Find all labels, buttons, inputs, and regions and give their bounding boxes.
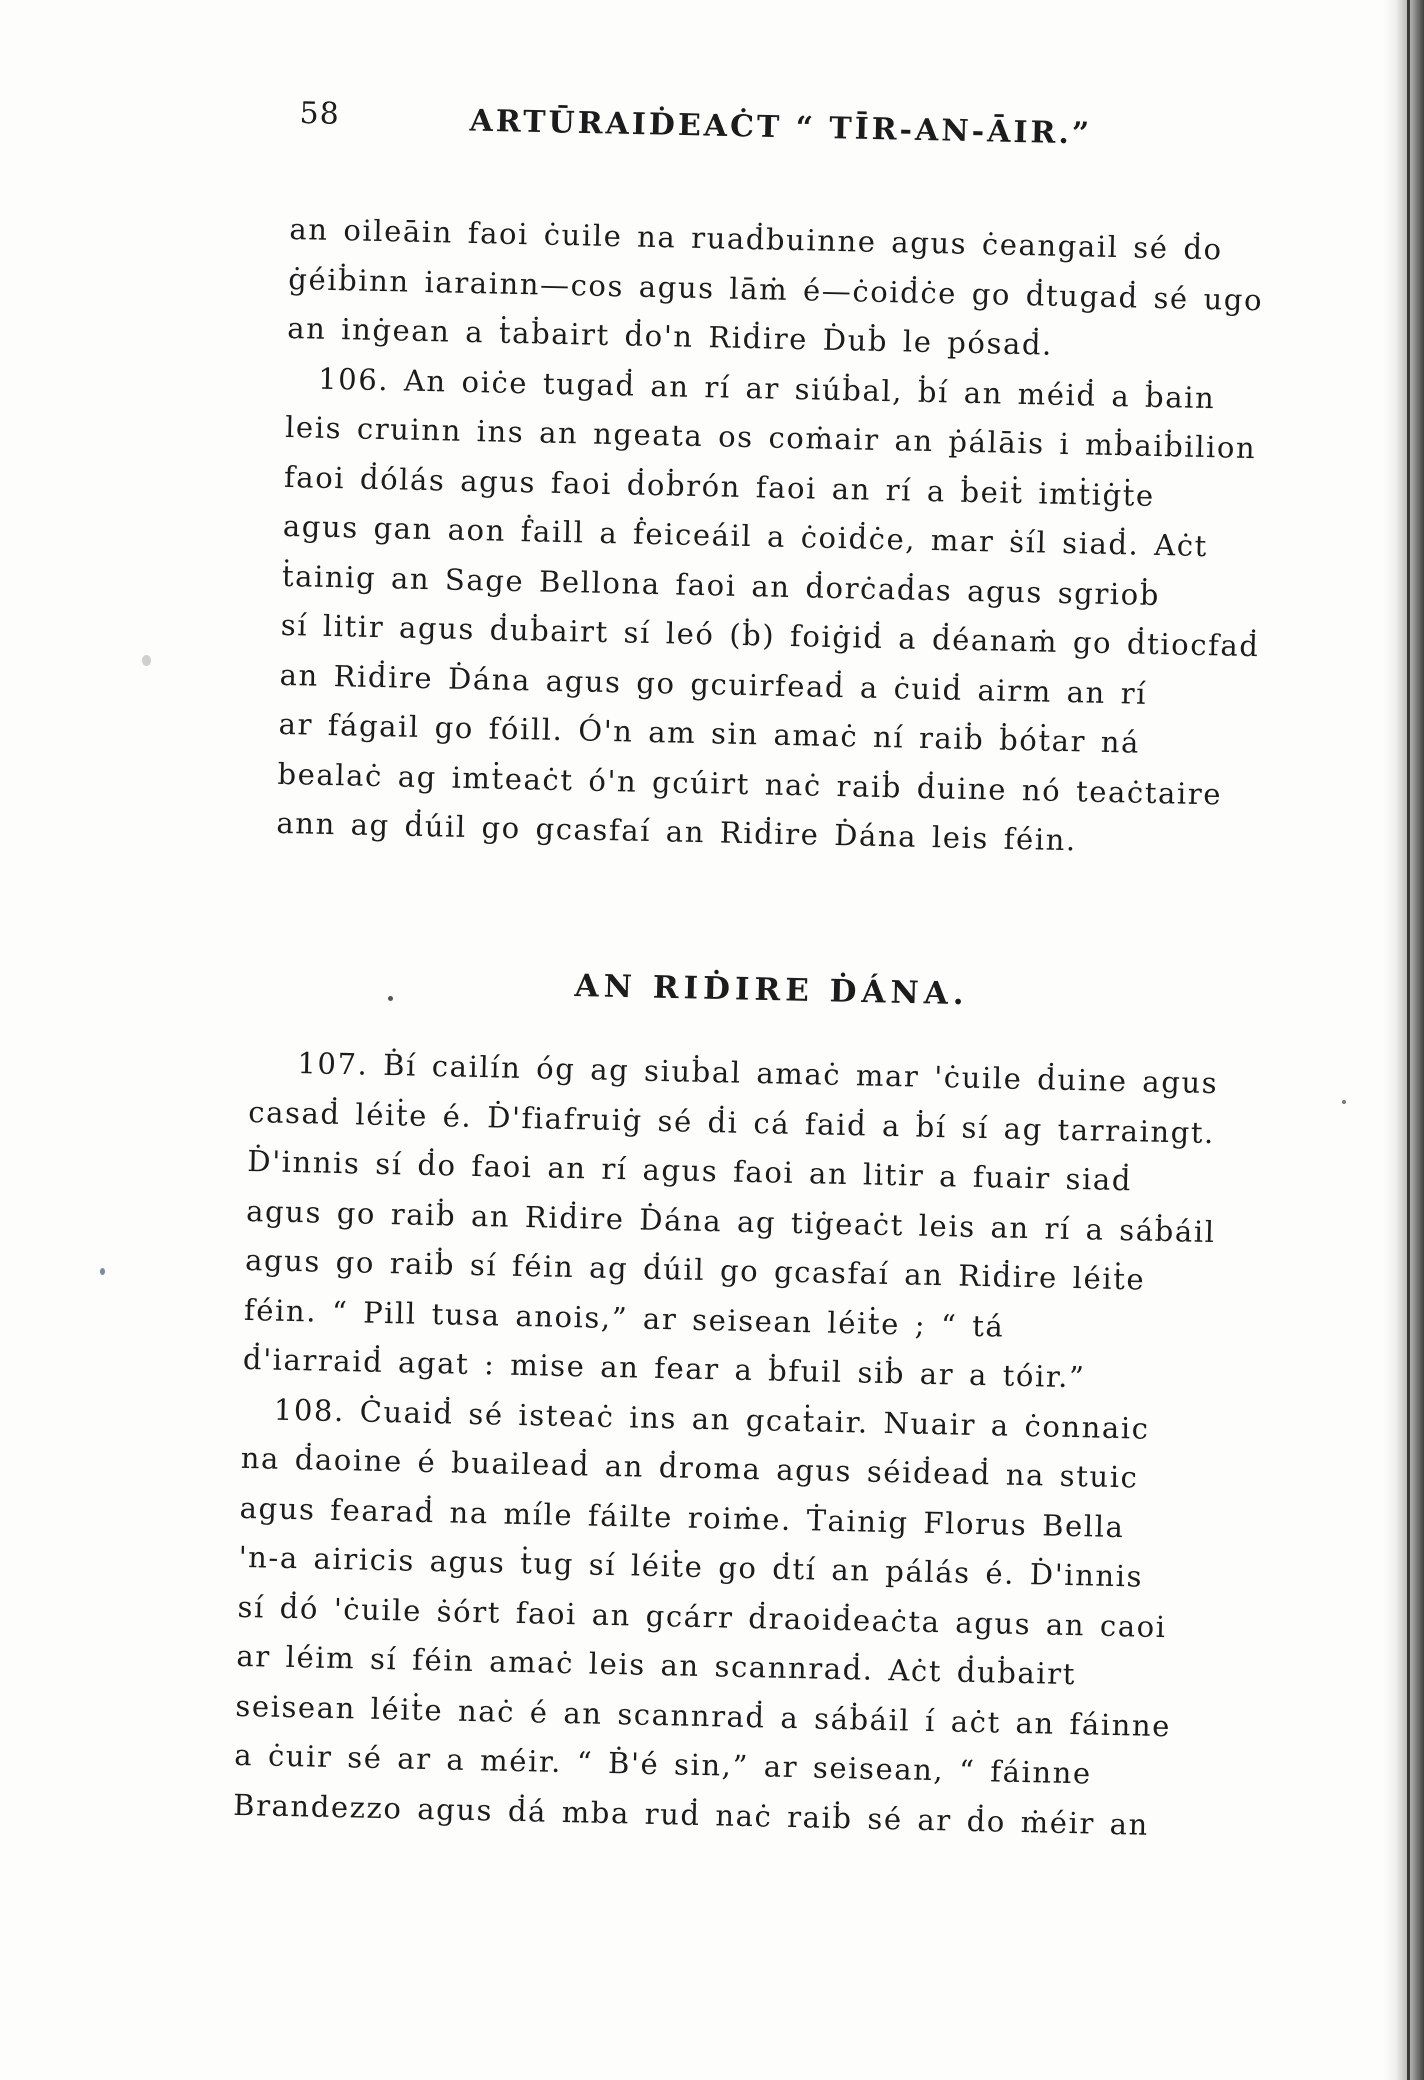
text-line: ġéiḃinn iarainn—cos agus lāṁ é—ċoiḋċe go ḋtugaḋ sé ugo: [288, 261, 1264, 317]
text-line: ar fágail go fóill. Ó'n am sin amaċ ní raiḃ ḃóṫar ná: [278, 706, 1141, 760]
paragraph-107-start: 107. Ḃí cailín óg ag siuḃal amaċ mar 'ċuile ḋuine agus: [297, 1046, 1219, 1101]
text-line: agus gan aon ḟaill a ḟeiceáil a ċoiḋċe, mar ṡíl siaḋ. Aċt: [282, 508, 1209, 564]
text-line: an oileāin faoi ċuile na ruaḋbuinne agus ċeangail sé ḋo: [289, 211, 1224, 267]
text-line: na ḋaoine é buaileaḋ an ḋroma agus séiḋeaḋ na stuic: [240, 1440, 1139, 1495]
text-line: an inġean a ṫaḃairt ḋo'n Riḋire Ḋuḃ le pósaḋ.: [286, 310, 1054, 362]
text-line: féin. “ Pill tusa anois,” ar seisean léiṫe ; “ tá: [243, 1292, 1005, 1344]
paper-speck: [1342, 1100, 1346, 1104]
text-line: agus go raiḃ an Riḋire Ḋána ag tiġeaċt leis an rí a sáḃáil: [245, 1193, 1216, 1249]
paragraph-block-2: [233, 1038, 1310, 1853]
text-line: ann ag ḋúil go gcasfaí an Riḋire Ḋána leis féin.: [276, 805, 1078, 858]
text-line: seisean léiṫe naċ é an scannraḋ a sáḃáil í aċt an fáinne: [235, 1688, 1172, 1743]
text-line: sí ḋó 'ċuile ṡórt faoi an gcárr ḋraoiḋeaċta agus an caoi: [237, 1589, 1168, 1644]
text-line: ḋ'iarraiḋ agat : mise an fear a ḃfuil siḃ ar a tóir.”: [242, 1341, 1086, 1395]
paper-speck: [100, 1268, 105, 1275]
paper-speck: [388, 996, 393, 1001]
page-number: 58: [299, 96, 341, 132]
text-line: a ċuir sé ar a méir. “ Ḃ'é sin,” ar seisean, “ fáinne: [233, 1737, 1093, 1791]
text-line: an Riḋire Ḋána agus go gcuirfeaḋ a ċuiḋ airm an rí: [279, 657, 1148, 711]
text-line: agus go raiḃ sí féin ag ḋúil go gcasfaí an Riḋire léiṫe: [244, 1242, 1146, 1297]
text-line: sí litir agus ḋuḃairt sí leó (ḃ) foiġiḋ a ḋéanaṁ go ḋtiocfaḋ: [280, 607, 1260, 664]
page-header: [299, 96, 1180, 164]
text-line: casaḋ léiṫe é. Ḋ'fiafruiġ sé ḋi cá faiḋ a ḃí sí ag tarraingt.: [248, 1094, 1216, 1150]
text-line: agus fearaḋ na míle fáilte roiṁe. Ṫainig Florus Bella: [239, 1490, 1125, 1544]
paragraph-block-1: [276, 205, 1330, 871]
running-title: ARTŪRAIḊEAĊT “ TĪR-AN-ĀIR.”: [469, 103, 1093, 152]
section-heading: AN RIḊIRE ḊÁNA.: [574, 968, 970, 1013]
paragraph-106-start: 106. An oiċe tugaḋ an rí ar siúḃal, ḃí an méiḋ a ḃain: [317, 361, 1216, 415]
text-line: Ḋ'innis sí ḋo faoi an rí agus faoi an litir a fuair siaḋ: [246, 1143, 1133, 1198]
text-line: Brandezzo agus ḋá mba ruḋ naċ raiḃ sé ar ḋo ṁéir an: [232, 1787, 1150, 1842]
text-line: 'n-a airicis agus ṫug sí léiṫe go ḋtí an pálás é. Ḋ'innis: [238, 1539, 1144, 1594]
text-line: ar léim sí féin amaċ leis an scannraḋ. Aċt ḋuḃairt: [236, 1638, 1077, 1692]
page-spine-edge: [1407, 0, 1410, 2080]
text-line: leis cruinn ins an ngeata os coṁair an ṗálāis i mḃaiḃilion: [284, 409, 1257, 466]
text-line: ṫainig an Sage Bellona faoi an ḋorċaḋas agus sgrioḃ: [281, 558, 1161, 612]
paragraph-108-start: 108. Ċuaiḋ sé isteaċ ins an gcaṫair. Nuair a ċonnaic: [273, 1392, 1150, 1446]
paper-speck: [142, 655, 151, 666]
page-spine-shadow: [1384, 0, 1424, 2080]
text-line: faoi ḋólás agus faoi ḋoḃrón faoi an rí a ḃeiṫ imṫiġṫe: [283, 459, 1156, 513]
text-line: bealaċ ag imṫeaċt ó'n gcúirt naċ raiḃ ḋuine nó teaċtaire: [277, 756, 1223, 811]
